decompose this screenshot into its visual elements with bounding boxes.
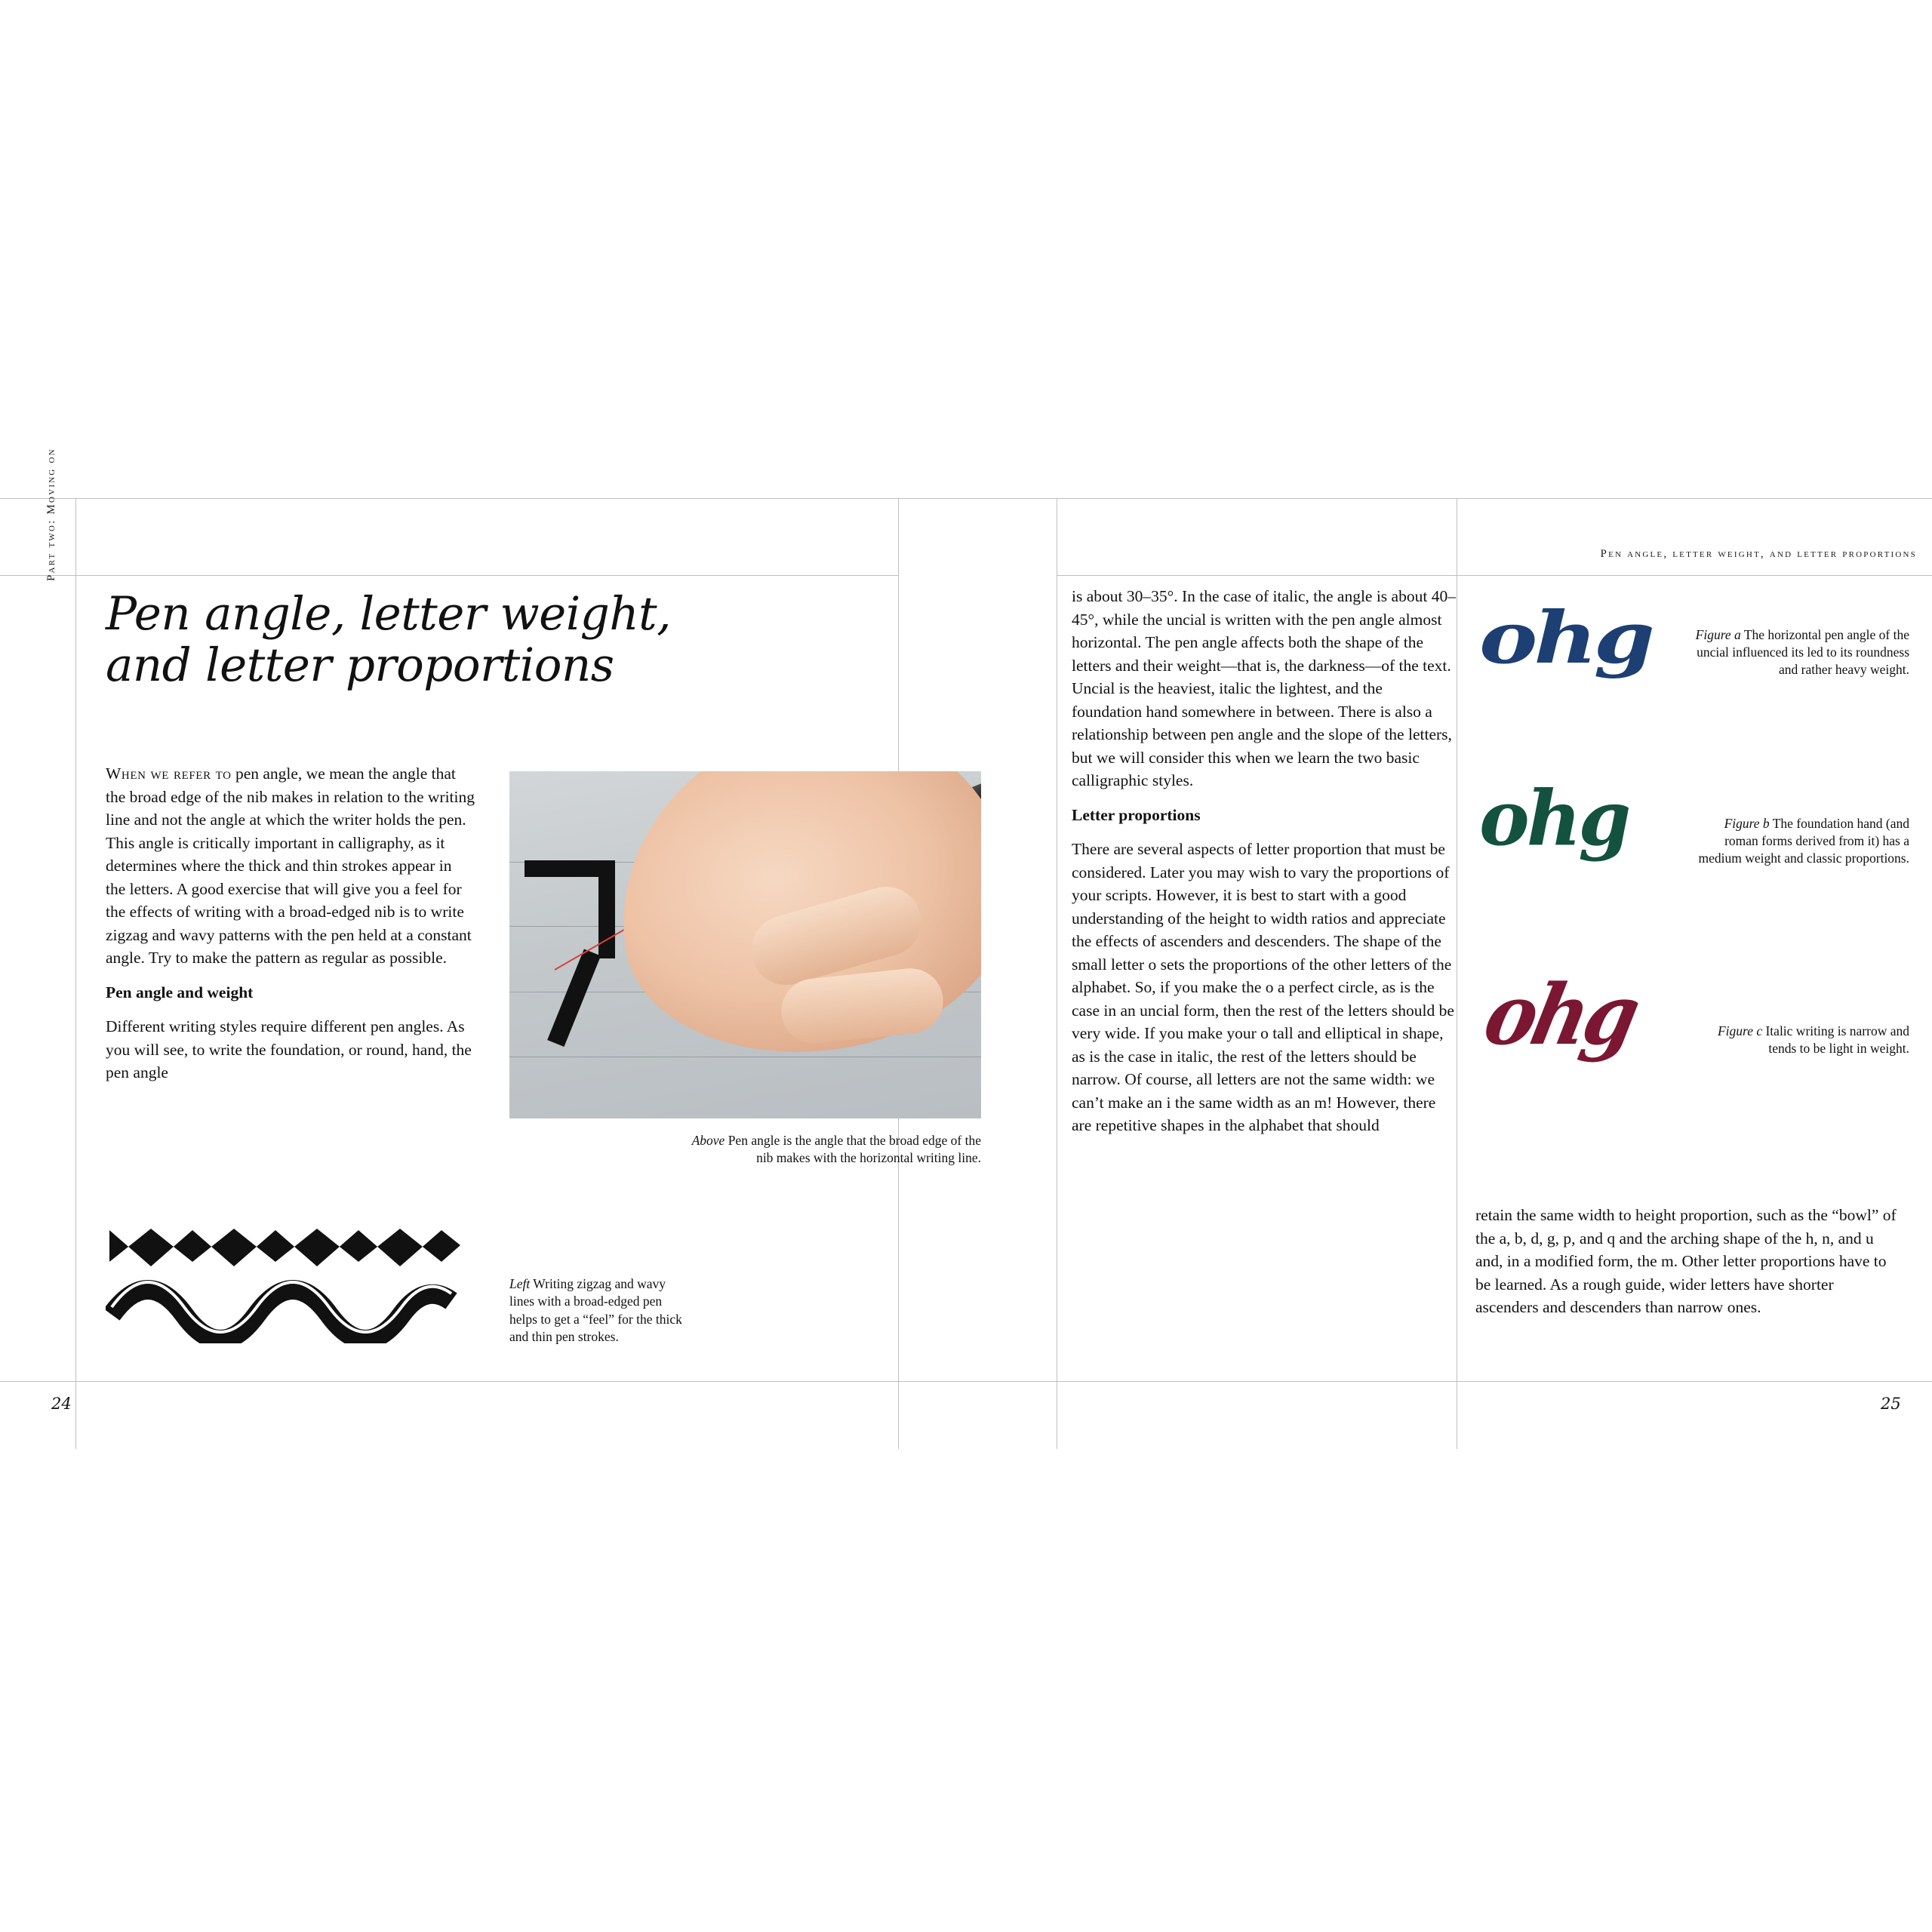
right-body-paragraph-2: There are several aspects of letter proportion that must be considered. Later you may wish to vary the proportions of your scripts. However, it is best to start with a good understanding of the height to width ratios and appreciate the effects of ascenders and descenders. The shape of the small letter o sets the proportions of the other letters of the alphabet. So, if you make the o a perfect circle, as is the case in an uncial form, then the rest of the letters should be very wide. If you make your o tall and elliptical in shape, as is the case in italic, the rest of the letters should be narrow. Of course, all letters are not the same width: we can’t make an i the same width as an m! However, there are repetitive shapes in the alphabet that should [1072, 840, 1454, 1135]
caption-above [679, 1132, 981, 1168]
figure-a-caption-text: The horizontal pen angle of the uncial influenced its led to its roundness and rather heavy weight. [1697, 627, 1909, 678]
right-column-bottom-text [1475, 1204, 1898, 1331]
figure-c-caption-lead: Figure c [1717, 1023, 1763, 1038]
right-body-paragraph-3: retain the same width to height proportion, such as the “bowl” of the a, b, d, g, p, and q and the arching shape of the h, n, and u and, in a modified form, the m. Other letter proportions have to be learned. As a rough guide, wider letters have shorter ascenders and descenders than narrow ones. [1475, 1206, 1897, 1317]
left-body-paragraph-2: Different writing styles require different pen angles. As you will see, to write the foundation, or round, hand, the pen angle [106, 1017, 472, 1082]
right-body-paragraph-1: is about 30–35°. In the case of italic, the angle is about 40–45°, while the uncial is written with the pen angle almost horizontal. The pen angle affects both the shape of the letters and their weight—that is, the darkness—of the text. Uncial is the heaviest, italic the lightest, and the foundation hand somewhere in between. There is also a relationship between pen angle and the slope of the letters, but we will consider this when we learn the two basic calligraphic styles. [1072, 587, 1456, 790]
left-body-paragraph-1 [106, 762, 475, 970]
rule-head-left [0, 575, 898, 576]
rule-vertical-left [75, 498, 76, 1449]
folio-left: 24 [51, 1395, 72, 1413]
caption-above-lead: Above [691, 1133, 725, 1148]
figure-a-caption [1690, 626, 1909, 678]
running-head: Pen angle, letter weight, and letter proportions [1600, 548, 1917, 560]
right-subhead: Letter proportions [1072, 805, 1201, 824]
left-column-text [106, 762, 475, 1096]
page-title: Pen angle, letter weight, and letter proportions [106, 587, 672, 693]
left-subhead: Pen angle and weight [106, 983, 254, 1001]
part-label: Part two: Moving on [45, 448, 57, 581]
rule-foot [0, 1381, 1932, 1382]
pen-angle-photograph [509, 771, 981, 1118]
figure-c-letters: ohg [1476, 966, 1644, 1063]
figure-b-letters: ohg [1479, 774, 1629, 863]
body-paragraph-1-text: pen angle, we mean the angle that the broad edge of the nib makes in relation to the writing line and not the angle at which the writer holds the pen. This angle is critically important in calligraphy, as it determines where the thick and thin strokes appear in the letters. A good exercise that will give you a feel for the effects of writing with a broad-edged nib is to write zigzag and wavy patterns with the pen held at a constant angle. Try to make the pattern as regular as possible. [106, 764, 475, 968]
zigzag-wave-artwork [106, 1223, 483, 1343]
caption-left-lead: Left [509, 1276, 531, 1291]
figure-a-letters: ohg [1479, 596, 1651, 680]
right-column-text [1072, 585, 1457, 1149]
figure-b-caption [1690, 815, 1909, 867]
figure-a-caption-lead: Figure a [1695, 627, 1741, 642]
figure-b-caption-lead: Figure b [1724, 816, 1770, 831]
rule-top [0, 498, 1932, 499]
rule-head-right [1057, 575, 1932, 576]
caption-left-text: Writing zigzag and wavy lines with a broad-edged pen helps to get a “feel” for the thick and thin pen strokes. [509, 1276, 682, 1345]
caption-left [509, 1275, 691, 1346]
figure-b-caption-text: The foundation hand (and roman forms derived from it) has a medium weight and classic proportions. [1698, 816, 1909, 866]
figure-c-caption-text: Italic writing is narrow and tends to be light in weight. [1762, 1023, 1909, 1057]
body-lead-smallcaps: When we refer to [106, 764, 232, 783]
caption-above-text: Pen angle is the angle that the broad edge of the nib makes with the horizontal writing line. [724, 1133, 981, 1166]
folio-right: 25 [1881, 1395, 1901, 1413]
figure-c-caption [1690, 1023, 1909, 1057]
